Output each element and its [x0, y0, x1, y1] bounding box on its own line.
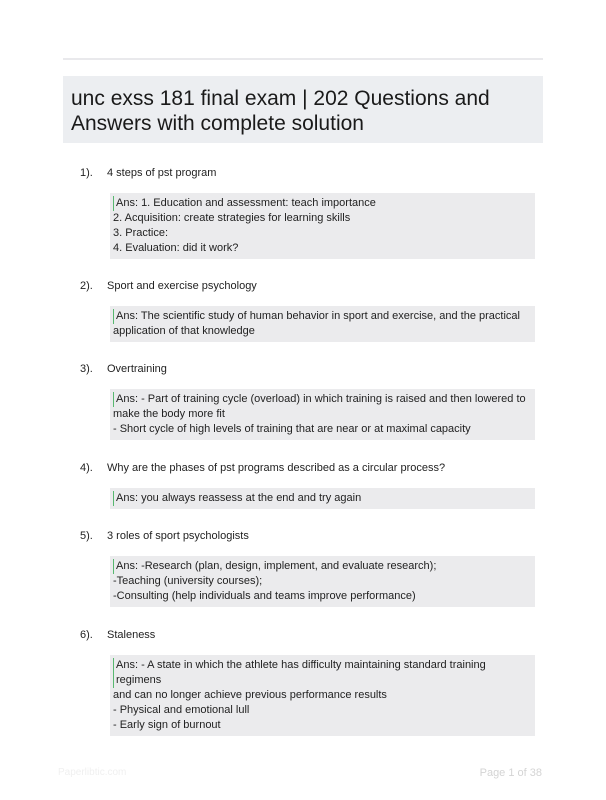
- footer-watermark: Paperlibtic.com: [58, 767, 127, 778]
- question-number: 2).: [80, 280, 93, 292]
- question-row: [80, 167, 536, 187]
- answer-box: [110, 306, 535, 342]
- question-number: 5).: [80, 530, 93, 542]
- question-number: 6).: [80, 629, 93, 641]
- answer-line: - Physical and emotional lull: [113, 704, 250, 716]
- answer-line: Ans: 1. Education and assessment: teach importance: [113, 196, 531, 211]
- question-text: Sport and exercise psychology: [107, 280, 257, 292]
- title-banner: [63, 76, 543, 143]
- answer-box: [110, 193, 535, 259]
- answer-box: [110, 655, 535, 736]
- answer-line: - Early sign of burnout: [113, 719, 221, 731]
- question-row: [80, 629, 536, 649]
- answer-line: and can no longer achieve previous performance results: [113, 689, 387, 701]
- answer-line: make the body more fit: [113, 408, 225, 420]
- qa-item: [80, 530, 536, 602]
- question-number: 4).: [80, 462, 93, 474]
- answer-line: 4. Evaluation: did it work?: [113, 242, 239, 254]
- answer-line: 3. Practice:: [113, 227, 169, 239]
- answer-line: Ans: The scientific study of human behavior in sport and exercise, and the practical: [113, 309, 531, 324]
- question-row: [80, 462, 536, 482]
- qa-item: [80, 363, 536, 435]
- answer-line: - Short cycle of high levels of training that are near or at maximal capacity: [113, 423, 471, 435]
- qa-item: [80, 629, 536, 731]
- answer-box: [110, 389, 535, 440]
- answer-line: -Teaching (university courses);: [113, 575, 263, 587]
- answer-line: Ans: -Research (plan, design, implement, and evaluate research);: [113, 559, 531, 574]
- document-title: unc exss 181 final exam | 202 Questions and Answers with complete solution: [71, 87, 490, 135]
- qa-item: [80, 462, 536, 504]
- question-text: Why are the phases of pst programs described as a circular process?: [107, 462, 446, 474]
- answer-line: application of that knowledge: [113, 325, 255, 337]
- question-text: Staleness: [107, 629, 156, 641]
- qa-item: [80, 167, 536, 254]
- question-text: Overtraining: [107, 363, 167, 375]
- question-row: [80, 530, 536, 550]
- question-number: 3).: [80, 363, 93, 375]
- answer-line: -Consulting (help individuals and teams improve performance): [113, 590, 416, 602]
- answer-line: Ans: you always reassess at the end and try again: [113, 491, 531, 506]
- top-divider: [63, 58, 543, 60]
- page-number: Page 1 of 38: [479, 767, 542, 779]
- answer-box: [110, 488, 535, 509]
- question-number: 1).: [80, 167, 93, 179]
- answer-line: 2. Acquisition: create strategies for learning skills: [113, 212, 351, 224]
- question-text: 4 steps of pst program: [107, 167, 217, 179]
- qa-item: [80, 280, 536, 337]
- answer-line: Ans: - A state in which the athlete has difficulty maintaining standard training regimens: [113, 658, 531, 688]
- answer-line: Ans: - Part of training cycle (overload) in which training is raised and then lowered to: [113, 392, 531, 407]
- question-row: [80, 280, 536, 300]
- answer-box: [110, 556, 535, 607]
- question-row: [80, 363, 536, 383]
- question-text: 3 roles of sport psychologists: [107, 530, 249, 542]
